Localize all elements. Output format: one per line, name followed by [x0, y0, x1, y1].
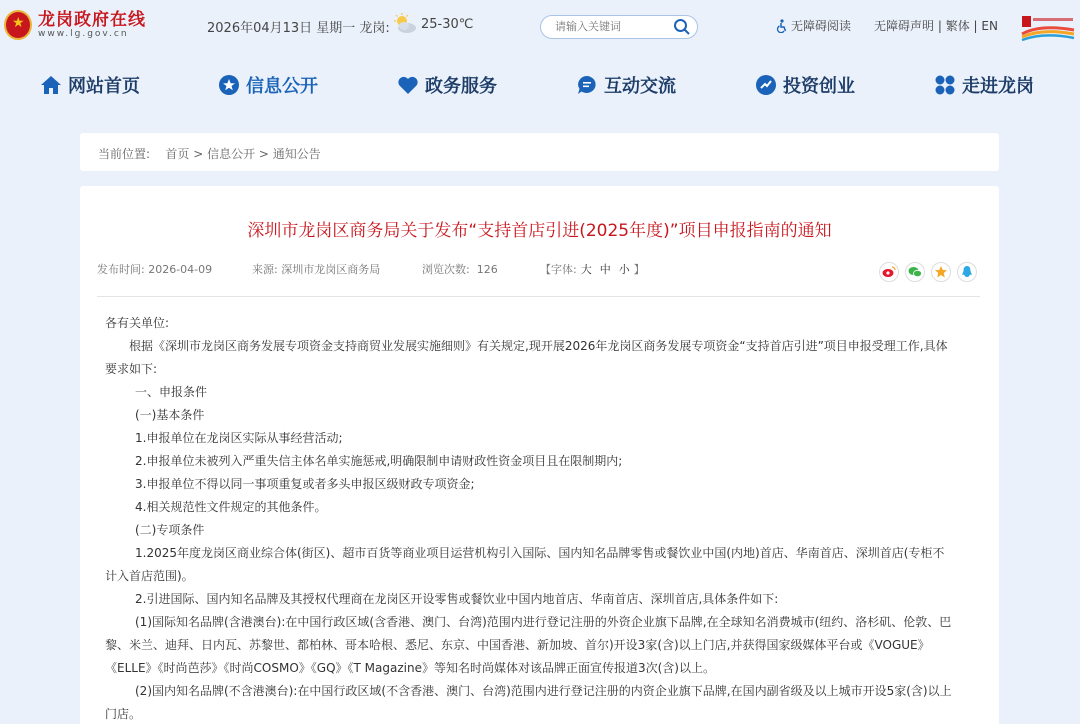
- info-icon: [218, 74, 240, 96]
- nav-item-about-longgang[interactable]: [934, 72, 1034, 98]
- accessibility-statement-link[interactable]: 无障碍声明: [874, 19, 935, 33]
- heart-icon: [397, 74, 419, 96]
- font-size-medium[interactable]: 中: [599, 263, 611, 276]
- paragraph: (1)国际知名品牌(含港澳台):在中国行政区域(含香港、澳门、台湾)范围内进行登记注册的外资企业旗下品牌,在全球知名消费城市(纽约、洛杉矶、伦敦、巴黎、米兰、迪拜、日内瓦、苏黎世、都柏林、哥本哈根、悉尼、东京、中国香港、新加坡、首尔)开设3家(含)以上门店,并获得国家级媒体平台或《VOGUE》《ELLE》《时尚芭莎》《时尚COSMO》《GQ》《T Magazine》等知名时尚媒体对该品牌正面宣传报道3次(含)以上。: [105, 615, 952, 675]
- breadcrumb-bar: [80, 133, 999, 171]
- wechat-icon[interactable]: [905, 262, 925, 282]
- national-emblem-icon: [4, 10, 32, 40]
- accessible-reading-link[interactable]: [776, 17, 851, 34]
- cloudy-sun-icon: [393, 13, 417, 35]
- paragraph: 各有关单位:: [105, 316, 170, 330]
- site-url: www.lg.gov.cn: [38, 29, 129, 39]
- article-panel: [80, 186, 999, 724]
- invest-icon: [755, 74, 777, 96]
- site-logo[interactable]: [4, 10, 146, 40]
- search-icon[interactable]: [673, 18, 691, 36]
- nav-label: 信息公开: [246, 76, 318, 97]
- nav-label: 政务服务: [425, 76, 497, 97]
- section-heading: 一、申报条件: [135, 385, 208, 399]
- nav-label: 网站首页: [68, 76, 140, 97]
- article-title: 深圳市龙岗区商务局关于发布“支持首店引进(2025年度)”项目申报指南的通知: [247, 221, 832, 241]
- article-source: 来源: 深圳市龙岗区商务局: [252, 263, 381, 276]
- paragraph: 根据《深圳市龙岗区商务发展专项资金支持商贸业发展实施细则》有关规定,现开展2026年龙岗区商务发展专项资金“支持首店引进”项目申报受理工作,具体要求如下:: [105, 339, 948, 376]
- nav-item-home[interactable]: [40, 72, 140, 98]
- paragraph: 4.相关规范性文件规定的其他条件。: [135, 500, 327, 514]
- qq-icon[interactable]: [957, 262, 977, 282]
- top-bar: [0, 0, 1080, 52]
- paragraph: 3.申报单位不得以同一事项重复或者多头申报区级财政专项资金;: [135, 477, 475, 491]
- accessibility-icon: [776, 19, 788, 33]
- breadcrumb-prefix: 当前位置:: [98, 147, 151, 161]
- shenzhen-brand-logo[interactable]: [1020, 14, 1076, 42]
- paragraph: (2)国内知名品牌(不含港澳台):在中国行政区域(不含香港、澳门、台湾)范围内进行登记注册的内资企业旗下品牌,在国内副省级及以上城市开设5家(含)以上门店。: [105, 684, 952, 721]
- font-size-control: 【字体: 大 中 小 】: [540, 263, 645, 276]
- top-links: 无障碍声明 | 繁体 | EN: [874, 19, 998, 33]
- view-count: 浏览次数: 126: [422, 263, 498, 276]
- favorite-icon[interactable]: [931, 262, 951, 282]
- nav-item-interaction[interactable]: [576, 72, 676, 98]
- breadcrumb: 当前位置: 首页 > 信息公开 > 通知公告: [98, 147, 321, 161]
- article-body: [105, 312, 955, 724]
- search-box: [540, 15, 698, 39]
- home-icon: [40, 74, 62, 96]
- temperature: 25-30℃: [421, 17, 474, 32]
- site-title: 龙岗政府在线: [38, 10, 146, 30]
- nav-label: 投资创业: [783, 76, 855, 97]
- search-input[interactable]: [555, 20, 670, 33]
- traditional-chinese-link[interactable]: 繁体: [945, 19, 970, 33]
- divider: [97, 296, 980, 297]
- paragraph: 1.2025年度龙岗区商业综合体(街区)、超市百货等商业项目运营机构引入国际、国内知名品牌零售或餐饮业中国(内地)首店、华南首店、深圳首店(专柜不计入首店范围)。: [105, 546, 945, 583]
- nav-label: 互动交流: [604, 76, 676, 97]
- subsection-heading: (二)专项条件: [135, 523, 205, 537]
- nav-item-info-disclosure[interactable]: [218, 72, 318, 98]
- publish-time: 发布时间: 2026-04-09: [97, 263, 213, 276]
- chat-icon: [576, 74, 598, 96]
- breadcrumb-notices[interactable]: 通知公告: [272, 147, 321, 161]
- nav-item-investment[interactable]: [755, 72, 855, 98]
- weibo-icon[interactable]: [879, 262, 899, 282]
- subsection-heading: (一)基本条件: [135, 408, 205, 422]
- nav-label: 走进龙岗: [962, 76, 1034, 97]
- current-date: 2026年04月13日 星期一 龙岗:: [207, 21, 390, 36]
- accessible-reading-label: 无障碍阅读: [791, 19, 852, 33]
- main-nav: [0, 62, 1080, 106]
- breadcrumb-home[interactable]: 首页: [165, 147, 190, 161]
- english-link[interactable]: EN: [981, 19, 998, 33]
- paragraph: 2.申报单位未被列入严重失信主体名单实施惩戒,明确限制申请财政性资金项目且在限制期内;: [135, 454, 623, 468]
- paragraph: 2.引进国际、国内知名品牌及其授权代理商在龙岗区开设零售或餐饮业中国内地首店、华南首店、深圳首店,具体条件如下:: [135, 592, 779, 606]
- nav-item-gov-services[interactable]: [397, 72, 497, 98]
- font-size-large[interactable]: 大: [580, 263, 592, 276]
- breadcrumb-info-disclosure[interactable]: 信息公开: [207, 147, 256, 161]
- paragraph: 1.申报单位在龙岗区实际从事经营活动;: [135, 431, 343, 445]
- font-size-small[interactable]: 小: [618, 263, 630, 276]
- grid-icon: [934, 74, 956, 96]
